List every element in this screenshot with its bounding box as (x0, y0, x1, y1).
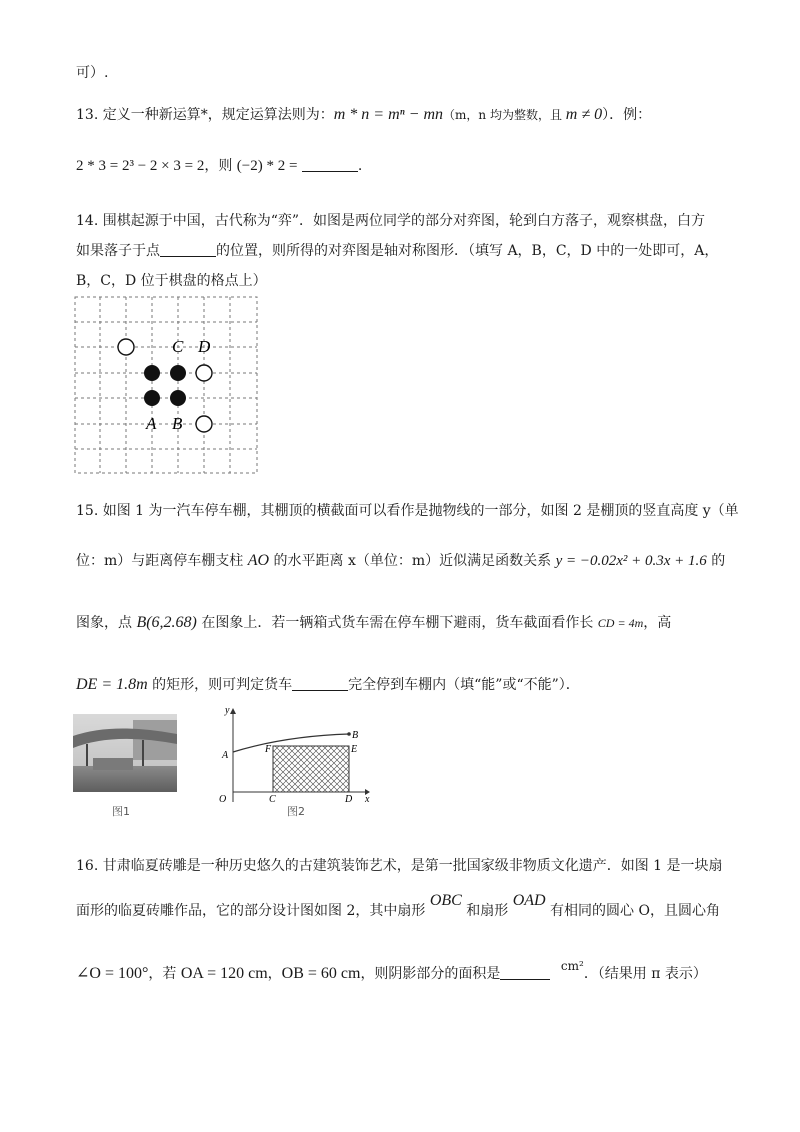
q15-line1: 15. 如图 1 为一汽车停车棚，其棚顶的横截面可以看作是抛物线的一部分，如图 2 是棚顶的竖直高度 y（单 (76, 503, 739, 519)
q16-line3-c: ．（结果用 π 表示） (583, 966, 707, 982)
black-stone (170, 390, 186, 406)
q14-line2-b: 的位置，则所得的对弈图是轴对称图形．（填写 A，B，C，D 中的一处即可，A， (216, 243, 719, 259)
q13-cond-math: m ≠ 0 (565, 106, 603, 123)
top-fragment: 可）. (76, 65, 109, 81)
figure-1-caption: 图1 (112, 805, 130, 818)
q15-support-ao: AO (247, 552, 270, 569)
point-label-b: B (172, 414, 183, 433)
graph-label-b: B (352, 730, 359, 741)
graph-label-d: D (345, 794, 353, 804)
graph-label-x: x (365, 794, 370, 804)
q15-line2-c: 的 (706, 553, 726, 569)
q16-line3-a: ，若 (148, 966, 181, 982)
q15-point-b: B(6,2.68) (136, 614, 197, 631)
graph-label-o: O (219, 794, 227, 804)
parabola-graph (205, 706, 370, 804)
q15-line3-c: ，高 (643, 615, 672, 631)
q16-sector-oad: OAD (512, 892, 546, 909)
q13-line2 (76, 155, 362, 175)
q15-line2-b: 的水平距离 x（单位：m）近似满足函数关系 (269, 553, 556, 569)
q16-line1: 16. 甘肃临夏砖雕是一种历史悠久的古建筑装饰艺术，是第一批国家级非物质文化遗产．如图 1 是一块扇 (76, 858, 723, 874)
q15-function: y = −0.02x² + 0.3x + 1.6 (555, 553, 707, 569)
q16-line2 (76, 892, 720, 920)
q14-line1: 14. 围棋起源于中国，古代称为“弈”．如图是两位同学的部分对弈图，轮到白方落子，观察棋盘，白方 (76, 213, 706, 229)
q15-line4 (76, 674, 580, 694)
go-board-figure (74, 296, 264, 476)
white-stone (196, 365, 212, 381)
q16-angle: ∠O = 100° (76, 965, 149, 982)
q13-cond-end: ）．例： (602, 107, 652, 123)
point-label-a: A (146, 414, 157, 433)
q15-de: DE = 1.8m (76, 676, 148, 693)
figure-2-caption: 图2 (287, 805, 305, 818)
q13-line1 (76, 104, 651, 124)
q16-sep: ， (267, 966, 282, 982)
q13-example: 2 * 3 = 2³ − 2 × 3 = 2 (76, 158, 205, 174)
black-stone (170, 365, 186, 381)
q13-then: ，则 (204, 158, 237, 174)
point-label-d: D (198, 337, 211, 356)
graph-label-y: y (225, 706, 230, 716)
q16-line2-c: 有相同的圆心 O，且圆心角 (545, 903, 720, 919)
graph-label-f: F (265, 744, 272, 755)
q15-line3 (76, 612, 671, 632)
graph-label-e: E (351, 744, 358, 755)
q13-condition: （m，n 均为整数，且 (443, 108, 566, 122)
black-stone (144, 365, 160, 381)
q13-label: 13. 定义一种新运算*，规定运算法则为： (76, 107, 334, 123)
q14-answer-blank[interactable] (160, 242, 216, 257)
q16-ob: OB = 60 cm (281, 965, 361, 982)
white-stone (118, 339, 134, 355)
q13-rule: m * n = mⁿ − mn (333, 106, 444, 123)
q14-line3: B，C，D 位于棋盘的格点上） (76, 273, 267, 289)
q15-answer-blank[interactable] (292, 676, 348, 691)
q15-line4-a: 的矩形，则可判定货车 (147, 677, 293, 693)
q13-ask: (−2) * 2 = (236, 158, 298, 174)
q14-line2-a: 如果落子于点 (76, 243, 160, 259)
q16-line3 (76, 959, 707, 983)
point-label-c: C (172, 337, 184, 356)
q16-unit: cm² (560, 959, 584, 973)
q16-oa: OA = 120 cm (180, 965, 268, 982)
q15-line2-a: 位：m）与距离停车棚支柱 (76, 553, 248, 569)
q15-cd: CD = 4m (597, 616, 644, 630)
q16-line2-a: 面形的临夏砖雕作品，它的部分设计图如图 2，其中扇形 (76, 903, 430, 919)
q16-line2-b: 和扇形 (461, 903, 513, 919)
truck-rectangle (273, 746, 349, 792)
black-stone (144, 390, 160, 406)
white-stone (196, 416, 212, 432)
q16-line3-b: ，则阴影部分的面积是 (360, 966, 501, 982)
q15-line4-b: 完全停到车棚内（填“能”或“不能”）． (348, 677, 580, 693)
q16-sector-obc: OBC (429, 892, 462, 909)
go-board-grid (75, 297, 257, 473)
q13-answer-blank[interactable] (302, 157, 358, 172)
q14-line2 (76, 240, 718, 260)
car-shed-photo (73, 714, 177, 792)
q13-end: . (357, 158, 363, 174)
q15-line2 (76, 550, 725, 570)
q15-line3-b: 在图象上．若一辆箱式货车需在停车棚下避雨，货车截面看作长 (196, 615, 598, 631)
graph-label-a: A (222, 750, 229, 761)
q16-answer-blank[interactable] (500, 965, 550, 980)
q15-line3-a: 图象，点 (76, 615, 137, 631)
graph-label-c: C (269, 794, 276, 804)
